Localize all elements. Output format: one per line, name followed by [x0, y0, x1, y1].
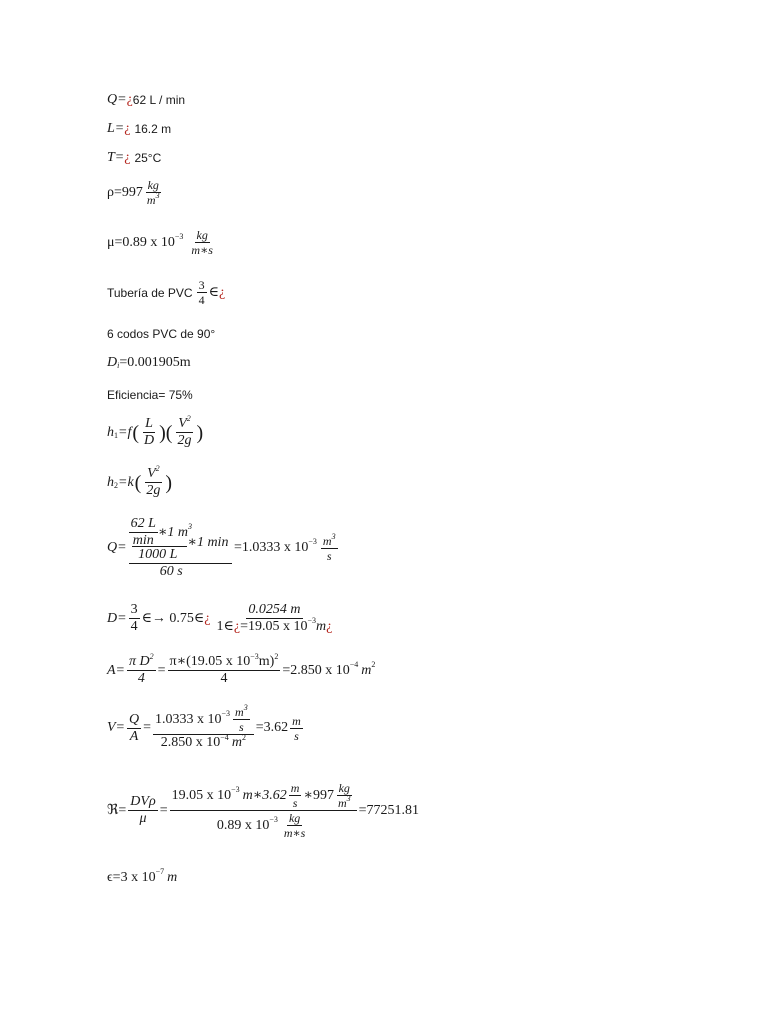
density-line [107, 179, 164, 206]
reynolds-fraction: $\frac{\text{DVρ}}{\mu}$ [130, 794, 156, 826]
temperature-line [107, 151, 161, 165]
d-fraction: $\frac{3}{4}$ [130, 602, 138, 634]
length-line [107, 122, 171, 136]
pipe-line [107, 279, 225, 306]
reynolds-equation: ℜ= $\frac{\text{DVρ}}{\mu}$ = 19.05 x 10 $^{-3}$ m∗3.62 $\frac{m}{s}$ ∗997 $\frac{kg}{m^3}$ 0.89 x 10 $^{-3}$ $\frac{kg}{m∗s}$ =77251.81 [107, 781, 420, 840]
h1-fraction-v2-2g: $\frac{V^2}{2g}$ [177, 414, 192, 448]
d-conversion-fraction: 0.0254 m 1∈ ¿ =19.05 x 10 $^{-3}$ m ¿ [216, 602, 333, 634]
diameter-conversion-equation: D= $\frac{3}{4}$ ∈→ 0.75∈ ¿ 0.0254 m 1∈ ¿ =19.05 x 10 $^{-3}$ m ¿ [107, 602, 333, 634]
efficiency-text: Eficiencia= 75% [107, 388, 193, 402]
flow-conversion-equation: Q= $\frac{62 L}{\min}$ ∗1 m $^3$ 1000 L ∗1 min 60 s =1.0333 x 10 $^{-3}$ $\frac{m^3}{s}$ [107, 516, 336, 579]
h1-equation: h $_1$ =f ( $\frac{L}{D}$ )( $\frac{V^2}{2g}$ ) [107, 414, 204, 448]
diameter-value: =0.001905m [119, 355, 191, 370]
area-fraction: $\frac{\pi D^2}{4}$ [129, 652, 154, 686]
h2-equation: h $_2$ =k ( $\frac{V^2}{2g}$ ) [107, 464, 173, 498]
pipe-text: Tubería de PVC [107, 285, 193, 300]
density-label: ρ=997 [107, 184, 143, 200]
flow-rate-line [107, 93, 185, 107]
area-substitution-fraction: $\frac{\pi∗(19.05 x 10^{-3}m)^2}{4}$ [169, 652, 279, 686]
temperature-value: 25°C [134, 151, 162, 165]
elbows-text: 6 codos PVC de 90° [107, 327, 216, 341]
reynolds-substitution-fraction: 19.05 x 10 $^{-3}$ m∗3.62 $\frac{m}{s}$ ∗997 $\frac{kg}{m^3}$ 0.89 x 10 $^{-3}$ $\frac{kg}{m∗s}$ [170, 782, 357, 839]
flow-label: Q= [107, 92, 127, 107]
length-label: L= [107, 121, 125, 136]
density-unit: $\frac{kg}{m^3}$ [146, 178, 160, 207]
diameter-label: D [107, 355, 118, 370]
viscosity-line: μ=0.89 x 10 $^{-3}$ $\frac{kg}{m∗s}$ [107, 228, 213, 257]
efficiency-line [107, 389, 193, 401]
missing-glyph: ¿ [124, 150, 131, 165]
h2-fraction: $\frac{V^2}{2g}$ [146, 464, 161, 498]
missing-glyph: ¿ [218, 284, 226, 300]
elbows-line [107, 328, 215, 340]
pipe-fraction: $\frac{3}{4}$ [198, 278, 205, 307]
velocity-substitution-fraction: 1.0333 x 10 $^{-3}$ $\frac{m^3}{s}$ 2.850 x $10^{-4}$ $m^2$ [153, 706, 254, 750]
missing-glyph: ¿ [126, 92, 133, 107]
length-value: 16.2 m [134, 122, 172, 136]
viscosity-unit: $\frac{kg}{m∗s}$ [191, 228, 213, 257]
viscosity-prefix: μ=0.89 x 10 [107, 234, 175, 250]
h1-fraction-l-d: $\frac{L}{D}$ [144, 416, 155, 448]
q-main-fraction: $\frac{62 L}{\min}$ ∗1 m $^3$ 1000 L ∗1 min 60 s [129, 517, 232, 579]
missing-glyph: ¿ [124, 121, 131, 136]
diameter-line: D $_i$ =0.001905m [107, 355, 191, 370]
flow-value: 62 L / min [132, 93, 186, 107]
area-equation: A= $\frac{\pi D^2}{4}$ = $\frac{\pi∗(19.05 x 10^{-3}m)^2}{4}$ =2.850 x 10 $^{-4}$ m $^2$ [107, 652, 376, 686]
velocity-fraction: $\frac{Q}{A}$ [129, 711, 140, 744]
q-unit: $\frac{m^3}{s}$ [322, 531, 336, 563]
velocity-unit: $\frac{m}{s}$ [292, 713, 301, 743]
pipe-symbol: ∈ [208, 284, 219, 300]
velocity-equation: V= $\frac{Q}{A}$ = 1.0333 x 10 $^{-3}$ $\frac{m^3}{s}$ 2.850 x $10^{-4}$ $m^2$ =3.62 $\frac{m}{s}$ [107, 703, 301, 750]
roughness-line: ϵ=3 x 10 $^{-7}$ m [107, 867, 178, 885]
temperature-label: T= [107, 150, 125, 165]
